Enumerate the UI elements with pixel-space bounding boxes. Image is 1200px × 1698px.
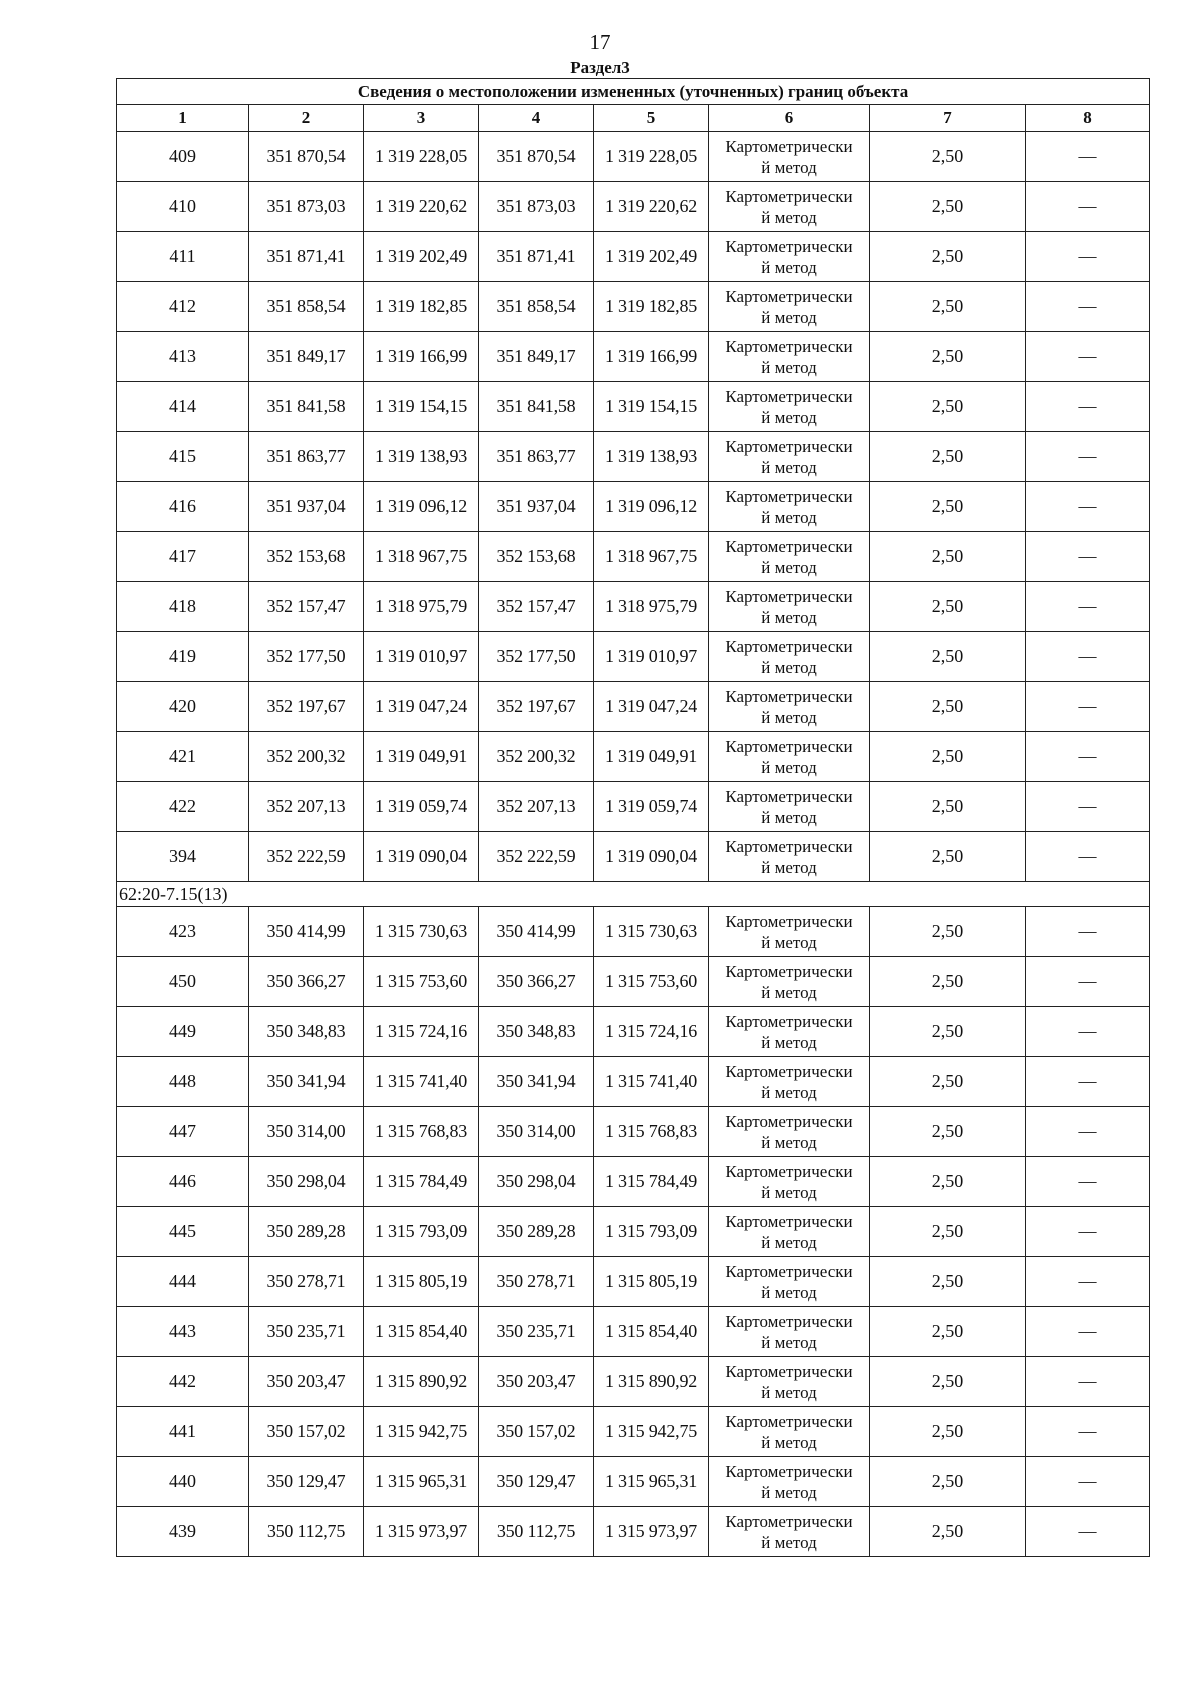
x-old-cell: 351 841,58 — [249, 382, 364, 432]
point-number-cell: 440 — [117, 1457, 249, 1507]
point-number-cell: 415 — [117, 432, 249, 482]
x-old-cell: 352 177,50 — [249, 632, 364, 682]
table-row — [117, 382, 1150, 432]
method-cell: Картометрически й метод — [709, 432, 870, 482]
point-number-cell: 413 — [117, 332, 249, 382]
y-new-cell: 1 315 854,40 — [594, 1307, 709, 1357]
point-number-cell: 394 — [117, 832, 249, 882]
point-number-cell: 443 — [117, 1307, 249, 1357]
x-old-cell: 350 289,28 — [249, 1207, 364, 1257]
point-number-cell: 416 — [117, 482, 249, 532]
point-number-cell: 409 — [117, 132, 249, 182]
description-cell: — — [1026, 832, 1150, 882]
x-new-cell: 352 153,68 — [479, 532, 594, 582]
table-row — [117, 1107, 1150, 1157]
description-cell: — — [1026, 532, 1150, 582]
table-row — [117, 332, 1150, 382]
x-old-cell: 351 863,77 — [249, 432, 364, 482]
precision-cell: 2,50 — [870, 782, 1026, 832]
y-old-cell: 1 319 182,85 — [364, 282, 479, 332]
table-row — [117, 907, 1150, 957]
x-old-cell: 350 278,71 — [249, 1257, 364, 1307]
table-row — [117, 832, 1150, 882]
x-new-cell: 350 366,27 — [479, 957, 594, 1007]
description-cell: — — [1026, 1407, 1150, 1457]
precision-cell: 2,50 — [870, 532, 1026, 582]
x-old-cell: 350 341,94 — [249, 1057, 364, 1107]
x-new-cell: 352 207,13 — [479, 782, 594, 832]
x-new-cell: 350 157,02 — [479, 1407, 594, 1457]
method-cell: Картометрически й метод — [709, 1407, 870, 1457]
x-new-cell: 350 298,04 — [479, 1157, 594, 1207]
x-new-cell: 351 858,54 — [479, 282, 594, 332]
y-new-cell: 1 315 784,49 — [594, 1157, 709, 1207]
method-cell: Картометрически й метод — [709, 182, 870, 232]
x-old-cell: 352 197,67 — [249, 682, 364, 732]
description-cell: — — [1026, 282, 1150, 332]
x-new-cell: 352 200,32 — [479, 732, 594, 782]
column-number: 3 — [364, 105, 479, 132]
table-row — [117, 532, 1150, 582]
x-old-cell: 350 157,02 — [249, 1407, 364, 1457]
precision-cell: 2,50 — [870, 232, 1026, 282]
method-cell: Картометрически й метод — [709, 1007, 870, 1057]
y-new-cell: 1 319 228,05 — [594, 132, 709, 182]
table-row — [117, 282, 1150, 332]
x-new-cell: 351 870,54 — [479, 132, 594, 182]
y-new-cell: 1 319 202,49 — [594, 232, 709, 282]
method-cell: Картометрически й метод — [709, 682, 870, 732]
table-row — [117, 582, 1150, 632]
x-old-cell: 350 348,83 — [249, 1007, 364, 1057]
point-number-cell: 423 — [117, 907, 249, 957]
description-cell: — — [1026, 1257, 1150, 1307]
y-old-cell: 1 315 724,16 — [364, 1007, 479, 1057]
method-cell: Картометрически й метод — [709, 732, 870, 782]
column-number: 4 — [479, 105, 594, 132]
y-old-cell: 1 319 090,04 — [364, 832, 479, 882]
method-cell: Картометрически й метод — [709, 232, 870, 282]
table-row — [117, 732, 1150, 782]
y-new-cell: 1 319 220,62 — [594, 182, 709, 232]
y-new-cell: 1 315 730,63 — [594, 907, 709, 957]
precision-cell: 2,50 — [870, 332, 1026, 382]
precision-cell: 2,50 — [870, 1107, 1026, 1157]
table-row — [117, 1057, 1150, 1107]
description-cell: — — [1026, 1157, 1150, 1207]
x-new-cell: 350 235,71 — [479, 1307, 594, 1357]
y-old-cell: 1 319 047,24 — [364, 682, 479, 732]
table-row — [117, 682, 1150, 732]
y-new-cell: 1 319 059,74 — [594, 782, 709, 832]
method-cell: Картометрически й метод — [709, 332, 870, 382]
y-old-cell: 1 315 854,40 — [364, 1307, 479, 1357]
y-old-cell: 1 319 010,97 — [364, 632, 479, 682]
table-row — [117, 1457, 1150, 1507]
y-new-cell: 1 319 010,97 — [594, 632, 709, 682]
precision-cell: 2,50 — [870, 907, 1026, 957]
x-old-cell: 350 129,47 — [249, 1457, 364, 1507]
method-cell: Картометрически й метод — [709, 957, 870, 1007]
x-old-cell: 351 871,41 — [249, 232, 364, 282]
column-number: 5 — [594, 105, 709, 132]
x-new-cell: 351 863,77 — [479, 432, 594, 482]
point-number-cell: 442 — [117, 1357, 249, 1407]
precision-cell: 2,50 — [870, 482, 1026, 532]
x-old-cell: 352 222,59 — [249, 832, 364, 882]
description-cell: — — [1026, 382, 1150, 432]
description-cell: — — [1026, 1507, 1150, 1557]
x-old-cell: 352 153,68 — [249, 532, 364, 582]
table-body — [117, 132, 1150, 1557]
x-new-cell: 350 348,83 — [479, 1007, 594, 1057]
point-number-cell: 420 — [117, 682, 249, 732]
y-old-cell: 1 315 784,49 — [364, 1157, 479, 1207]
precision-cell: 2,50 — [870, 1507, 1026, 1557]
table-caption: Сведения о местоположении измененных (уточненных) границ объекта — [117, 79, 1150, 105]
point-number-cell: 449 — [117, 1007, 249, 1057]
y-new-cell: 1 319 090,04 — [594, 832, 709, 882]
precision-cell: 2,50 — [870, 832, 1026, 882]
x-old-cell: 351 870,54 — [249, 132, 364, 182]
precision-cell: 2,50 — [870, 1457, 1026, 1507]
y-old-cell: 1 315 942,75 — [364, 1407, 479, 1457]
precision-cell: 2,50 — [870, 282, 1026, 332]
point-number-cell: 439 — [117, 1507, 249, 1557]
y-new-cell: 1 319 096,12 — [594, 482, 709, 532]
precision-cell: 2,50 — [870, 1407, 1026, 1457]
table-row — [117, 1257, 1150, 1307]
description-cell: — — [1026, 432, 1150, 482]
description-cell: — — [1026, 1457, 1150, 1507]
x-new-cell: 351 873,03 — [479, 182, 594, 232]
method-cell: Картометрически й метод — [709, 1257, 870, 1307]
x-new-cell: 350 278,71 — [479, 1257, 594, 1307]
y-new-cell: 1 315 890,92 — [594, 1357, 709, 1407]
method-cell: Картометрически й метод — [709, 907, 870, 957]
method-cell: Картометрически й метод — [709, 532, 870, 582]
method-cell: Картометрически й метод — [709, 1307, 870, 1357]
precision-cell: 2,50 — [870, 1307, 1026, 1357]
column-number: 8 — [1026, 105, 1150, 132]
point-number-cell: 445 — [117, 1207, 249, 1257]
precision-cell: 2,50 — [870, 1007, 1026, 1057]
table-row — [117, 632, 1150, 682]
y-new-cell: 1 315 965,31 — [594, 1457, 709, 1507]
method-cell: Картометрически й метод — [709, 1107, 870, 1157]
point-number-cell: 441 — [117, 1407, 249, 1457]
y-old-cell: 1 315 965,31 — [364, 1457, 479, 1507]
description-cell: — — [1026, 232, 1150, 282]
section-title: Раздел3 — [570, 58, 630, 77]
point-number-cell: 446 — [117, 1157, 249, 1207]
x-old-cell: 350 203,47 — [249, 1357, 364, 1407]
precision-cell: 2,50 — [870, 1057, 1026, 1107]
column-number: 6 — [709, 105, 870, 132]
point-number-cell: 421 — [117, 732, 249, 782]
table-row — [117, 132, 1150, 182]
table-row — [117, 1007, 1150, 1057]
description-cell: — — [1026, 957, 1150, 1007]
x-new-cell: 350 289,28 — [479, 1207, 594, 1257]
y-old-cell: 1 319 166,99 — [364, 332, 479, 382]
x-old-cell: 350 235,71 — [249, 1307, 364, 1357]
y-old-cell: 1 319 202,49 — [364, 232, 479, 282]
method-cell: Картометрически й метод — [709, 1057, 870, 1107]
y-new-cell: 1 319 049,91 — [594, 732, 709, 782]
y-new-cell: 1 318 975,79 — [594, 582, 709, 632]
point-number-cell: 414 — [117, 382, 249, 432]
point-number-cell: 412 — [117, 282, 249, 332]
y-old-cell: 1 319 220,62 — [364, 182, 479, 232]
y-old-cell: 1 315 890,92 — [364, 1357, 479, 1407]
description-cell: — — [1026, 1207, 1150, 1257]
description-cell: — — [1026, 632, 1150, 682]
y-old-cell: 1 319 228,05 — [364, 132, 479, 182]
x-old-cell: 351 937,04 — [249, 482, 364, 532]
point-number-cell: 447 — [117, 1107, 249, 1157]
method-cell: Картометрически й метод — [709, 632, 870, 682]
x-new-cell: 350 112,75 — [479, 1507, 594, 1557]
y-old-cell: 1 315 741,40 — [364, 1057, 479, 1107]
x-old-cell: 350 314,00 — [249, 1107, 364, 1157]
precision-cell: 2,50 — [870, 1157, 1026, 1207]
table-group-row — [117, 882, 1150, 907]
method-cell: Картометрически й метод — [709, 482, 870, 532]
x-old-cell: 351 858,54 — [249, 282, 364, 332]
description-cell: — — [1026, 782, 1150, 832]
x-old-cell: 352 157,47 — [249, 582, 364, 632]
description-cell: — — [1026, 182, 1150, 232]
method-cell: Картометрически й метод — [709, 1157, 870, 1207]
x-old-cell: 350 414,99 — [249, 907, 364, 957]
y-new-cell: 1 319 047,24 — [594, 682, 709, 732]
description-cell: — — [1026, 1357, 1150, 1407]
table-row — [117, 782, 1150, 832]
description-cell: — — [1026, 1007, 1150, 1057]
precision-cell: 2,50 — [870, 732, 1026, 782]
x-new-cell: 352 157,47 — [479, 582, 594, 632]
y-old-cell: 1 319 096,12 — [364, 482, 479, 532]
y-old-cell: 1 318 967,75 — [364, 532, 479, 582]
x-old-cell: 352 207,13 — [249, 782, 364, 832]
description-cell: — — [1026, 1307, 1150, 1357]
point-number-cell: 450 — [117, 957, 249, 1007]
x-new-cell: 350 341,94 — [479, 1057, 594, 1107]
x-old-cell: 351 873,03 — [249, 182, 364, 232]
table-row — [117, 1207, 1150, 1257]
y-old-cell: 1 319 154,15 — [364, 382, 479, 432]
y-new-cell: 1 315 973,97 — [594, 1507, 709, 1557]
description-cell: — — [1026, 1057, 1150, 1107]
point-number-cell: 448 — [117, 1057, 249, 1107]
y-old-cell: 1 319 049,91 — [364, 732, 479, 782]
precision-cell: 2,50 — [870, 957, 1026, 1007]
point-number-cell: 422 — [117, 782, 249, 832]
y-new-cell: 1 319 166,99 — [594, 332, 709, 382]
column-number: 1 — [117, 105, 249, 132]
description-cell: — — [1026, 582, 1150, 632]
group-label: 62:20-7.15(13) — [117, 882, 1150, 907]
table-row — [117, 1307, 1150, 1357]
x-new-cell: 352 222,59 — [479, 832, 594, 882]
y-old-cell: 1 315 768,83 — [364, 1107, 479, 1157]
precision-cell: 2,50 — [870, 1207, 1026, 1257]
method-cell: Картометрически й метод — [709, 1207, 870, 1257]
y-new-cell: 1 315 724,16 — [594, 1007, 709, 1057]
x-new-cell: 350 414,99 — [479, 907, 594, 957]
method-cell: Картометрически й метод — [709, 1357, 870, 1407]
point-number-cell: 410 — [117, 182, 249, 232]
description-cell: — — [1026, 332, 1150, 382]
x-new-cell: 351 937,04 — [479, 482, 594, 532]
precision-cell: 2,50 — [870, 582, 1026, 632]
page-number: 17 — [589, 30, 611, 54]
x-new-cell: 350 203,47 — [479, 1357, 594, 1407]
y-old-cell: 1 315 793,09 — [364, 1207, 479, 1257]
point-number-cell: 417 — [117, 532, 249, 582]
y-new-cell: 1 319 154,15 — [594, 382, 709, 432]
method-cell: Картометрически й метод — [709, 782, 870, 832]
y-new-cell: 1 315 753,60 — [594, 957, 709, 1007]
table-row — [117, 1357, 1150, 1407]
description-cell: — — [1026, 132, 1150, 182]
precision-cell: 2,50 — [870, 132, 1026, 182]
description-cell: — — [1026, 482, 1150, 532]
y-new-cell: 1 315 793,09 — [594, 1207, 709, 1257]
column-number-row — [117, 105, 1150, 132]
table-caption-row — [117, 79, 1150, 105]
table-row — [117, 482, 1150, 532]
x-old-cell: 350 298,04 — [249, 1157, 364, 1207]
precision-cell: 2,50 — [870, 1357, 1026, 1407]
table-row — [117, 957, 1150, 1007]
y-old-cell: 1 319 138,93 — [364, 432, 479, 482]
column-number: 2 — [249, 105, 364, 132]
y-old-cell: 1 315 973,97 — [364, 1507, 479, 1557]
precision-cell: 2,50 — [870, 1257, 1026, 1307]
y-new-cell: 1 319 182,85 — [594, 282, 709, 332]
table-row — [117, 1157, 1150, 1207]
x-new-cell: 351 871,41 — [479, 232, 594, 282]
table-row — [117, 232, 1150, 282]
point-number-cell: 418 — [117, 582, 249, 632]
y-new-cell: 1 315 805,19 — [594, 1257, 709, 1307]
point-number-cell: 444 — [117, 1257, 249, 1307]
y-new-cell: 1 315 741,40 — [594, 1057, 709, 1107]
y-new-cell: 1 315 768,83 — [594, 1107, 709, 1157]
description-cell: — — [1026, 1107, 1150, 1157]
y-old-cell: 1 319 059,74 — [364, 782, 479, 832]
y-old-cell: 1 318 975,79 — [364, 582, 479, 632]
precision-cell: 2,50 — [870, 632, 1026, 682]
table-row — [117, 1507, 1150, 1557]
method-cell: Картометрически й метод — [709, 582, 870, 632]
table-row — [117, 432, 1150, 482]
table-row — [117, 182, 1150, 232]
x-old-cell: 351 849,17 — [249, 332, 364, 382]
y-old-cell: 1 315 753,60 — [364, 957, 479, 1007]
x-new-cell: 350 314,00 — [479, 1107, 594, 1157]
column-number: 7 — [870, 105, 1026, 132]
precision-cell: 2,50 — [870, 182, 1026, 232]
x-old-cell: 350 112,75 — [249, 1507, 364, 1557]
y-old-cell: 1 315 730,63 — [364, 907, 479, 957]
description-cell: — — [1026, 907, 1150, 957]
point-number-cell: 419 — [117, 632, 249, 682]
x-new-cell: 352 177,50 — [479, 632, 594, 682]
y-old-cell: 1 315 805,19 — [364, 1257, 479, 1307]
y-new-cell: 1 318 967,75 — [594, 532, 709, 582]
x-old-cell: 350 366,27 — [249, 957, 364, 1007]
x-old-cell: 352 200,32 — [249, 732, 364, 782]
y-new-cell: 1 315 942,75 — [594, 1407, 709, 1457]
method-cell: Картометрически й метод — [709, 832, 870, 882]
table-row — [117, 1407, 1150, 1457]
point-number-cell: 411 — [117, 232, 249, 282]
precision-cell: 2,50 — [870, 682, 1026, 732]
y-new-cell: 1 319 138,93 — [594, 432, 709, 482]
method-cell: Картометрически й метод — [709, 132, 870, 182]
x-new-cell: 351 849,17 — [479, 332, 594, 382]
x-new-cell: 351 841,58 — [479, 382, 594, 432]
method-cell: Картометрически й метод — [709, 382, 870, 432]
method-cell: Картометрически й метод — [709, 1457, 870, 1507]
x-new-cell: 350 129,47 — [479, 1457, 594, 1507]
boundary-coordinates-table — [116, 78, 1150, 1557]
precision-cell: 2,50 — [870, 432, 1026, 482]
description-cell: — — [1026, 682, 1150, 732]
description-cell: — — [1026, 732, 1150, 782]
method-cell: Картометрически й метод — [709, 282, 870, 332]
method-cell: Картометрически й метод — [709, 1507, 870, 1557]
precision-cell: 2,50 — [870, 382, 1026, 432]
x-new-cell: 352 197,67 — [479, 682, 594, 732]
